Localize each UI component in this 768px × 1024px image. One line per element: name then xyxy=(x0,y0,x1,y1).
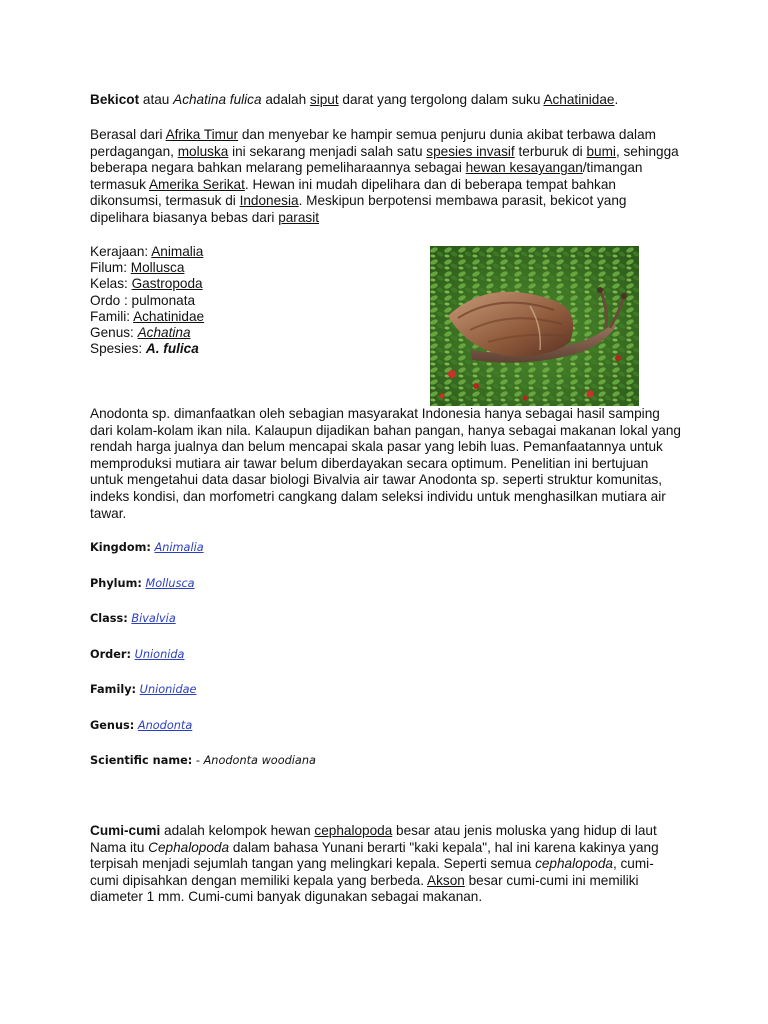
link-family[interactable]: Unionidae xyxy=(139,683,197,696)
classification-genus: Genus: Anodonta xyxy=(90,719,193,732)
taxon-genus: Genus: Achatina xyxy=(90,325,191,341)
classification-kingdom: Kingdom: Animalia xyxy=(90,541,204,554)
link-phylum[interactable]: Mollusca xyxy=(145,577,195,590)
link-achatinidae-taxon[interactable]: Achatinidae xyxy=(133,308,205,324)
link-indonesia[interactable]: Indonesia xyxy=(239,193,299,209)
link-mollusca[interactable]: Mollusca xyxy=(130,260,185,276)
taxon-kelas: Kelas: Gastropoda xyxy=(90,276,203,292)
bekicot-description: Berasal dari Afrika Timur dan menyebar ke hampir semua penjuru dunia akibat terbawa dalam perdagangan, moluska ini sekarang menjadi salah satu spesies invasif terburuk di bumi, sehingga beberapa negara bahkan melarang pemeliharaannya sebagai hewan kesayangan/timangan termasuk Amerika Serikat. Hewan ini mudah dipelihara dan di beberapa tempat bahkan dikonsumsi, termasuk di Indonesia. Meskipun berpotensi membawa parasit, bekicot yang dipelihara biasanya bebas dari parasit xyxy=(90,127,679,225)
species-value: A. fulica xyxy=(145,341,199,357)
link-cephalopoda[interactable]: cephalopoda xyxy=(314,823,393,838)
link-animalia[interactable]: Animalia xyxy=(151,244,204,259)
link-achatinidae[interactable]: Achatinidae xyxy=(543,92,615,107)
taxon-spesies: Spesies: A. fulica xyxy=(90,341,199,357)
scientific-name-value: Anodonta woodiana xyxy=(203,754,316,767)
taxon-famili: Famili: Achatinidae xyxy=(90,308,205,324)
taxon-ordo: Ordo : pulmonata xyxy=(90,292,196,308)
bekicot-latin: Achatina fulica xyxy=(173,92,262,107)
link-order[interactable]: Unionida xyxy=(134,648,185,661)
link-kingdom[interactable]: Animalia xyxy=(154,541,204,554)
classification-order: Order: Unionida xyxy=(90,648,185,661)
bekicot-term: Bekicot xyxy=(90,92,140,107)
link-moluska[interactable]: moluska xyxy=(177,143,229,159)
classification-class: Class: Bivalvia xyxy=(90,612,176,625)
bekicot-intro: Bekicot atau Achatina fulica adalah siput darat yang tergolong dalam suku Achatinidae. xyxy=(90,92,619,107)
link-hewan-kesayangan[interactable]: hewan kesayangan xyxy=(465,160,583,176)
taxon-filum: Filum: Mollusca xyxy=(90,260,185,276)
cumi-term: Cumi-cumi xyxy=(90,823,161,838)
link-achatina[interactable]: Achatina xyxy=(137,325,191,341)
link-bumi[interactable]: bumi xyxy=(586,143,616,159)
link-amerika-serikat[interactable]: Amerika Serikat xyxy=(148,176,245,192)
link-gastropoda[interactable]: Gastropoda xyxy=(131,276,203,292)
cumi-paragraph: Cumi-cumi adalah kelompok hewan cephalopoda besar atau jenis moluska yang hidup di laut Nama itu Cephalopoda dalam bahasa Yunani berarti "kaki kepala", hal ini karena kakinya yang terpisah menjadi sejumlah tangan yang melingkari kepala. Seperti semua cephalopoda, cumi-cumi dipisahkan dengan memiliki kepala yang berbeda. Akson besar cumi-cumi ini memiliki diameter 1 mm. Cumi-cumi banyak digunakan sebagai makanan. xyxy=(90,823,659,905)
classification-family: Family: Unionidae xyxy=(90,683,197,696)
bekicot-taxonomy xyxy=(90,244,420,357)
taxon-kerajaan: Kerajaan: Animalia xyxy=(90,244,204,259)
link-parasit[interactable]: parasit xyxy=(278,209,319,225)
link-afrika-timur[interactable]: Afrika Timur xyxy=(165,127,239,142)
link-spesies-invasif[interactable]: spesies invasif xyxy=(426,143,515,159)
classification-scientific-name: Scientific name: - Anodonta woodiana xyxy=(90,754,316,767)
classification-phylum: Phylum: Mollusca xyxy=(90,577,195,590)
link-siput[interactable]: siput xyxy=(309,92,339,107)
link-genus[interactable]: Anodonta xyxy=(137,719,193,732)
link-class[interactable]: Bivalvia xyxy=(131,612,176,625)
snail-photo xyxy=(430,246,639,406)
anodonta-paragraph: Anodonta sp. dimanfaatkan oleh sebagian masyarakat Indonesia hanya sebagai hasil samping dari kolam-kolam ikan nila. Kalaupun dijadikan bahan pangan, hanya sebagai makanan lokal yang rendah harga jualnya dan belum mencapai skala pasar yang lebih luas. Pemanfaatannya untuk memproduksi mutiara air tawar belum diberdayakan secara optimum. Penelitian ini bertujuan untuk mengetahui data dasar biologi Bivalvia air tawar Anodonta sp. seperti struktur komunitas, indeks kondisi, dan morfometri cangkang dalam seleksi individu untuk menghasilkan mutiara air tawar. xyxy=(90,406,681,521)
link-akson[interactable]: Akson xyxy=(427,872,465,888)
